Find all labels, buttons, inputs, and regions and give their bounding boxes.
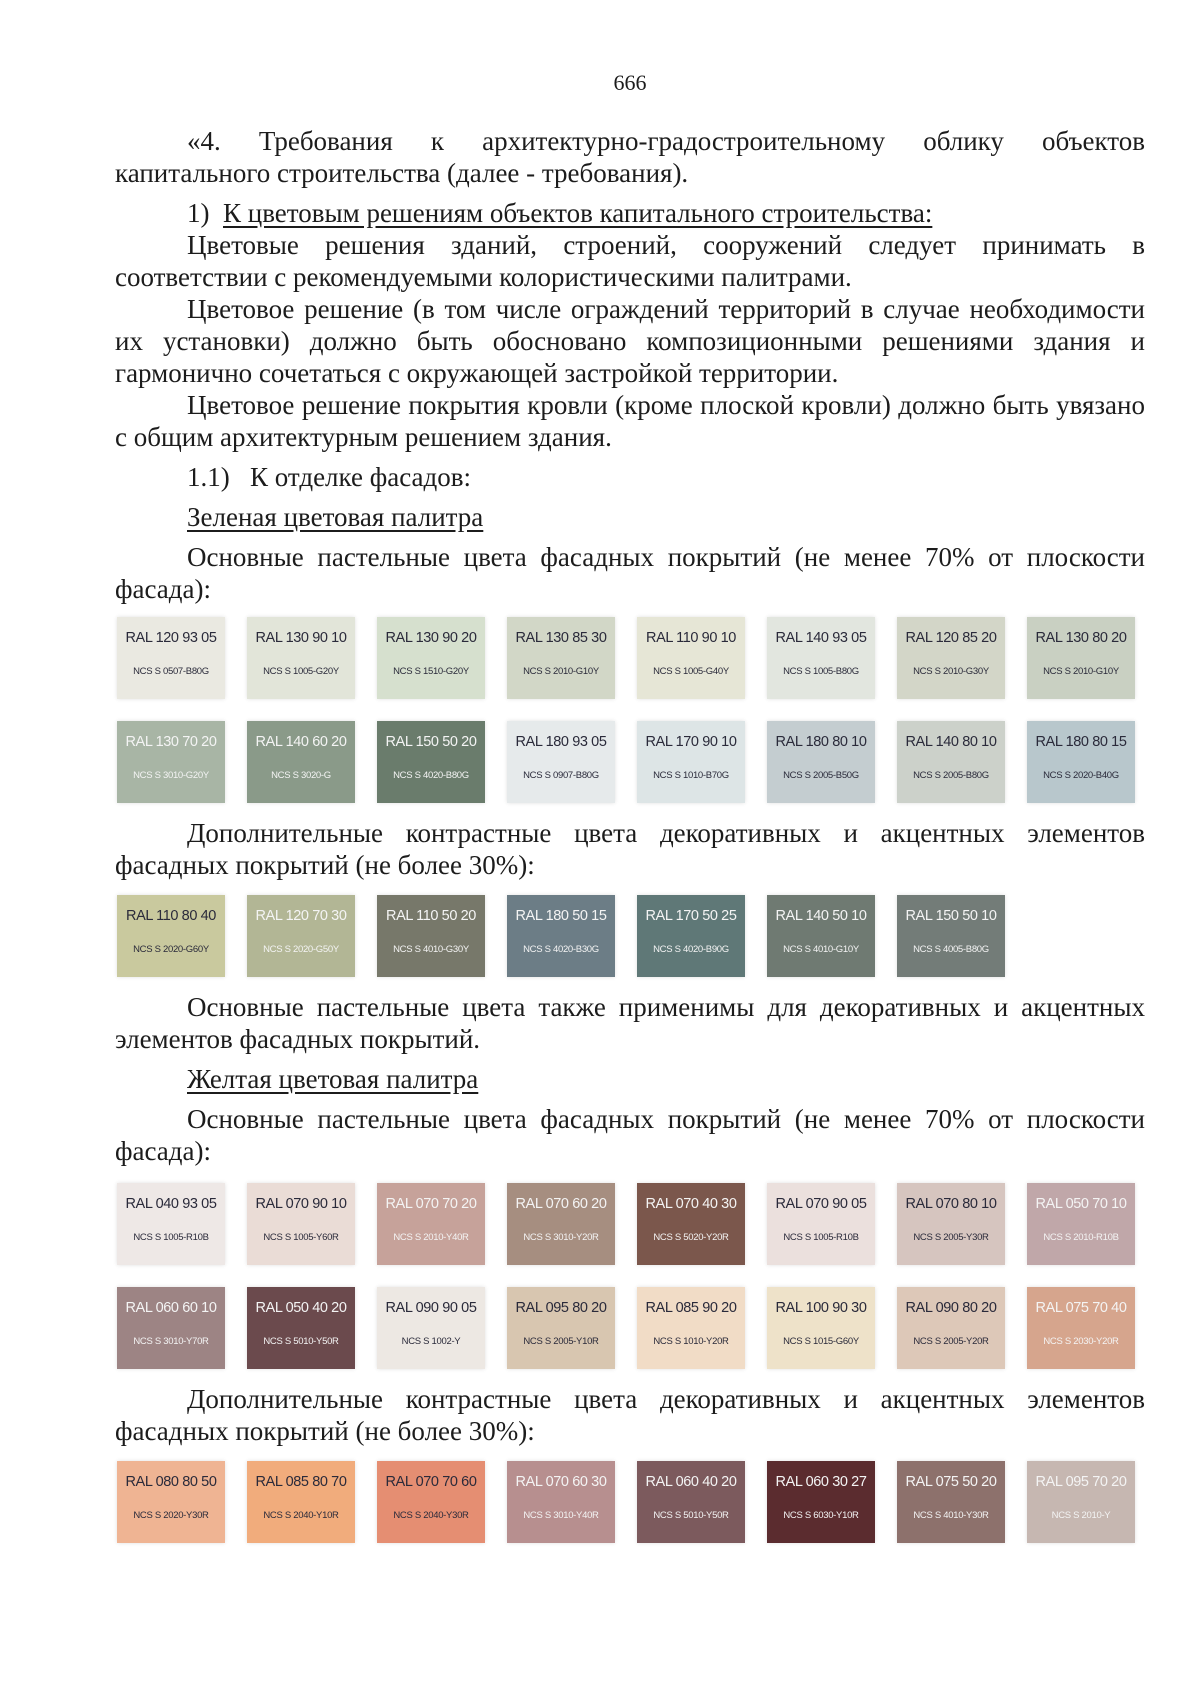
swatch-ncs-code: NCS S 4010-G30Y xyxy=(393,943,469,955)
swatch-ncs-code: NCS S 1005-B80G xyxy=(783,665,859,677)
color-swatch xyxy=(247,1183,355,1265)
green-palette-title xyxy=(115,501,1145,533)
color-swatch xyxy=(897,617,1005,699)
color-swatch xyxy=(767,1461,875,1543)
swatch-ncs-code: NCS S 2010-G10Y xyxy=(523,665,599,677)
swatch-ncs-code: NCS S 1005-Y60R xyxy=(263,1231,339,1243)
swatch-ncs-code: NCS S 4005-B80G xyxy=(913,943,989,955)
swatch-ral-code: RAL 130 70 20 xyxy=(125,733,217,750)
color-swatch xyxy=(377,617,485,699)
swatch-ral-code: RAL 085 90 20 xyxy=(645,1299,737,1316)
green-palette-title-text: Зеленая цветовая палитра xyxy=(187,502,484,532)
swatch-ral-code: RAL 170 90 10 xyxy=(645,733,737,750)
color-swatch xyxy=(1027,617,1135,699)
swatch-ncs-code: NCS S 2005-Y20R xyxy=(913,1335,989,1347)
color-swatch xyxy=(767,721,875,803)
yellow-palette-title-text: Желтая цветовая палитра xyxy=(187,1064,479,1094)
swatch-ral-code: RAL 110 80 40 xyxy=(126,907,216,924)
color-swatch xyxy=(117,895,225,977)
document-body xyxy=(115,125,1145,1557)
swatch-ncs-code: NCS S 3010-Y20R xyxy=(523,1231,599,1243)
color-swatch xyxy=(637,1287,745,1369)
swatch-ral-code: RAL 140 50 10 xyxy=(775,907,867,924)
swatch-ral-code: RAL 180 80 10 xyxy=(775,733,867,750)
swatch-ncs-code: NCS S 1002-Y xyxy=(401,1335,461,1347)
color-swatch xyxy=(637,895,745,977)
swatch-ral-code: RAL 130 85 30 xyxy=(515,629,607,646)
swatch-ncs-code: NCS S 0907-B80G xyxy=(523,769,599,781)
color-swatch xyxy=(507,895,615,977)
subsection-heading: 1.1) К отделке фасадов: xyxy=(187,462,471,492)
swatch-ncs-code: NCS S 2010-Y40R xyxy=(393,1231,469,1243)
color-swatch xyxy=(507,1287,615,1369)
swatch-ral-code: RAL 070 90 05 xyxy=(775,1195,867,1212)
swatch-ral-code: RAL 100 90 30 xyxy=(775,1299,867,1316)
swatch-ncs-code: NCS S 3010-Y70R xyxy=(133,1335,209,1347)
swatch-ral-code: RAL 120 85 20 xyxy=(905,629,997,646)
swatch-ncs-code: NCS S 2005-B50G xyxy=(783,769,859,781)
swatch-ncs-code: NCS S 1015-G60Y xyxy=(783,1335,859,1347)
swatch-ncs-code: NCS S 4020-B90G xyxy=(653,943,729,955)
green-accent-swatches xyxy=(117,895,1145,977)
swatch-ral-code: RAL 070 60 30 xyxy=(515,1473,607,1490)
swatch-ral-code: RAL 050 70 10 xyxy=(1035,1195,1127,1212)
swatch-ral-code: RAL 070 70 20 xyxy=(385,1195,477,1212)
swatch-ncs-code: NCS S 4020-B30G xyxy=(523,943,599,955)
swatch-ncs-code: NCS S 2020-B40G xyxy=(1043,769,1119,781)
swatch-ral-code: RAL 090 90 05 xyxy=(385,1299,477,1316)
page-number: 666 xyxy=(613,70,647,95)
swatch-ncs-code: NCS S 2040-Y10R xyxy=(263,1509,339,1521)
color-swatch xyxy=(1027,721,1135,803)
swatch-ncs-code: NCS S 2005-Y10R xyxy=(523,1335,599,1347)
swatch-ral-code: RAL 060 30 27 xyxy=(775,1473,867,1490)
color-swatch xyxy=(637,721,745,803)
swatch-ral-code: RAL 140 60 20 xyxy=(255,733,347,750)
intro-paragraph: «4. Требования к архитектурно-градостроительному облику объектов капитального строительства (далее - требования). xyxy=(115,126,1145,188)
green-main-swatches xyxy=(117,617,1145,803)
section-heading-text: К цветовым решениям объектов капитального строительства: xyxy=(223,198,933,228)
swatch-ral-code: RAL 070 40 30 xyxy=(645,1195,737,1212)
swatch-ral-code: RAL 140 80 10 xyxy=(905,733,997,750)
color-swatch xyxy=(247,1287,355,1369)
color-swatch xyxy=(377,895,485,977)
swatch-ncs-code: NCS S 2030-Y20R xyxy=(1043,1335,1119,1347)
color-swatch xyxy=(767,1183,875,1265)
swatch-ncs-code: NCS S 2010-R10B xyxy=(1043,1231,1119,1243)
swatch-ncs-code: NCS S 6030-Y10R xyxy=(783,1509,859,1521)
swatch-ral-code: RAL 050 40 20 xyxy=(255,1299,347,1316)
color-swatch xyxy=(1027,1461,1135,1543)
paragraph-1: Цветовые решения зданий, строений, сооружений следует принимать в соответствии с рекомендуемыми колористическими палитрами. xyxy=(115,230,1145,292)
swatch-ncs-code: NCS S 2040-Y30R xyxy=(393,1509,469,1521)
color-swatch xyxy=(897,721,1005,803)
swatch-ral-code: RAL 110 50 20 xyxy=(386,907,476,924)
swatch-ral-code: RAL 085 80 70 xyxy=(255,1473,347,1490)
swatch-ncs-code: NCS S 1005-G20Y xyxy=(263,665,339,677)
section-heading xyxy=(115,197,1145,229)
swatch-ncs-code: NCS S 2010-G10Y xyxy=(1043,665,1119,677)
swatch-ncs-code: NCS S 1005-R10B xyxy=(783,1231,859,1243)
swatch-ral-code: RAL 070 90 10 xyxy=(255,1195,347,1212)
swatch-ral-code: RAL 075 70 40 xyxy=(1035,1299,1127,1316)
color-swatch xyxy=(117,1287,225,1369)
swatch-ncs-code: NCS S 3020-G xyxy=(271,769,331,781)
section-heading-number: 1) xyxy=(187,198,210,228)
swatch-ncs-code: NCS S 0507-B80G xyxy=(133,665,209,677)
swatch-ncs-code: NCS S 3010-G20Y xyxy=(133,769,209,781)
color-swatch xyxy=(247,617,355,699)
color-swatch xyxy=(117,617,225,699)
color-swatch xyxy=(897,1287,1005,1369)
color-swatch xyxy=(117,1461,225,1543)
color-swatch xyxy=(247,1461,355,1543)
swatch-ncs-code: NCS S 5010-Y50R xyxy=(653,1509,729,1521)
green-accent-text: Дополнительные контрастные цвета декоративных и акцентных элементов фасадных покрытий (не более 30%): xyxy=(115,818,1145,880)
swatch-ncs-code: NCS S 2005-B80G xyxy=(913,769,989,781)
swatch-ncs-code: NCS S 2010-G30Y xyxy=(913,665,989,677)
swatch-ncs-code: NCS S 1010-Y20R xyxy=(653,1335,729,1347)
color-swatch xyxy=(377,721,485,803)
swatch-ral-code: RAL 090 80 20 xyxy=(905,1299,997,1316)
swatch-ncs-code: NCS S 2020-G60Y xyxy=(133,943,209,955)
swatch-ral-code: RAL 180 80 15 xyxy=(1035,733,1127,750)
swatch-ral-code: RAL 130 80 20 xyxy=(1035,629,1127,646)
swatch-ral-code: RAL 130 90 10 xyxy=(255,629,347,646)
swatch-ncs-code: NCS S 1010-B70G xyxy=(653,769,729,781)
swatch-ncs-code: NCS S 1005-R10B xyxy=(133,1231,209,1243)
paragraph-3: Цветовое решение покрытия кровли (кроме плоской кровли) должно быть увязано с общим архитектурным решением здания. xyxy=(115,390,1145,452)
swatch-ncs-code: NCS S 5010-Y50R xyxy=(263,1335,339,1347)
swatch-ncs-code: NCS S 4010-Y30R xyxy=(913,1509,989,1521)
swatch-ncs-code: NCS S 5020-Y20R xyxy=(653,1231,729,1243)
yellow-main-text: Основные пастельные цвета фасадных покрытий (не менее 70% от плоскости фасада): xyxy=(115,1104,1145,1166)
swatch-ral-code: RAL 040 93 05 xyxy=(125,1195,217,1212)
swatch-ral-code: RAL 130 90 20 xyxy=(385,629,477,646)
color-swatch xyxy=(767,895,875,977)
swatch-ncs-code: NCS S 1510-G20Y xyxy=(393,665,469,677)
color-swatch xyxy=(117,721,225,803)
swatch-ral-code: RAL 075 50 20 xyxy=(905,1473,997,1490)
swatch-ral-code: RAL 150 50 10 xyxy=(905,907,997,924)
swatch-ral-code: RAL 180 93 05 xyxy=(515,733,607,750)
swatch-ral-code: RAL 180 50 15 xyxy=(515,907,607,924)
swatch-ral-code: RAL 140 93 05 xyxy=(775,629,867,646)
swatch-ral-code: RAL 095 80 20 xyxy=(515,1299,607,1316)
swatch-ncs-code: NCS S 4020-B80G xyxy=(393,769,469,781)
swatch-ral-code: RAL 170 50 25 xyxy=(645,907,737,924)
color-swatch xyxy=(767,1287,875,1369)
color-swatch xyxy=(507,1461,615,1543)
color-swatch xyxy=(507,1183,615,1265)
swatch-ral-code: RAL 070 80 10 xyxy=(905,1195,997,1212)
color-swatch xyxy=(897,895,1005,977)
color-swatch xyxy=(507,617,615,699)
swatch-ncs-code: NCS S 3010-Y40R xyxy=(523,1509,599,1521)
color-swatch xyxy=(1027,1183,1135,1265)
swatch-ral-code: RAL 120 93 05 xyxy=(125,629,217,646)
paragraph-2: Цветовое решение (в том числе ограждений территорий в случае необходимости их установки) должно быть обосновано композиционными решениями здания и гармонично сочетаться с окружающей застройкой территории. xyxy=(115,294,1145,388)
swatch-ral-code: RAL 070 70 60 xyxy=(385,1473,477,1490)
swatch-ncs-code: NCS S 2010-Y xyxy=(1051,1509,1111,1521)
color-swatch xyxy=(377,1287,485,1369)
swatch-ral-code: RAL 080 80 50 xyxy=(125,1473,217,1490)
yellow-palette-title xyxy=(115,1063,1145,1095)
color-swatch xyxy=(117,1183,225,1265)
swatch-ncs-code: NCS S 1005-G40Y xyxy=(653,665,729,677)
swatch-ncs-code: NCS S 2020-G50Y xyxy=(263,943,339,955)
color-swatch xyxy=(377,1183,485,1265)
color-swatch xyxy=(897,1183,1005,1265)
color-swatch xyxy=(1027,1287,1135,1369)
color-swatch xyxy=(507,721,615,803)
swatch-ral-code: RAL 120 70 30 xyxy=(255,907,347,924)
swatch-ncs-code: NCS S 4010-G10Y xyxy=(783,943,859,955)
swatch-ral-code: RAL 060 40 20 xyxy=(645,1473,737,1490)
color-swatch xyxy=(637,1461,745,1543)
color-swatch xyxy=(247,895,355,977)
swatch-ral-code: RAL 150 50 20 xyxy=(385,733,477,750)
swatch-ral-code: RAL 060 60 10 xyxy=(125,1299,217,1316)
color-swatch xyxy=(897,1461,1005,1543)
color-swatch xyxy=(377,1461,485,1543)
swatch-ncs-code: NCS S 2020-Y30R xyxy=(133,1509,209,1521)
green-note: Основные пастельные цвета также применимы для декоративных и акцентных элементов фасадных покрытий. xyxy=(115,992,1145,1054)
swatch-ral-code: RAL 110 90 10 xyxy=(646,629,736,646)
swatch-ncs-code: NCS S 2005-Y30R xyxy=(913,1231,989,1243)
color-swatch xyxy=(637,617,745,699)
swatch-ral-code: RAL 095 70 20 xyxy=(1035,1473,1127,1490)
color-swatch xyxy=(637,1183,745,1265)
yellow-accent-swatches xyxy=(117,1461,1145,1543)
yellow-accent-text: Дополнительные контрастные цвета декоративных и акцентных элементов фасадных покрытий (не более 30%): xyxy=(115,1384,1145,1446)
color-swatch xyxy=(247,721,355,803)
swatch-ral-code: RAL 070 60 20 xyxy=(515,1195,607,1212)
yellow-main-swatches xyxy=(117,1183,1145,1369)
color-swatch xyxy=(767,617,875,699)
green-main-text: Основные пастельные цвета фасадных покрытий (не менее 70% от плоскости фасада): xyxy=(115,542,1145,604)
